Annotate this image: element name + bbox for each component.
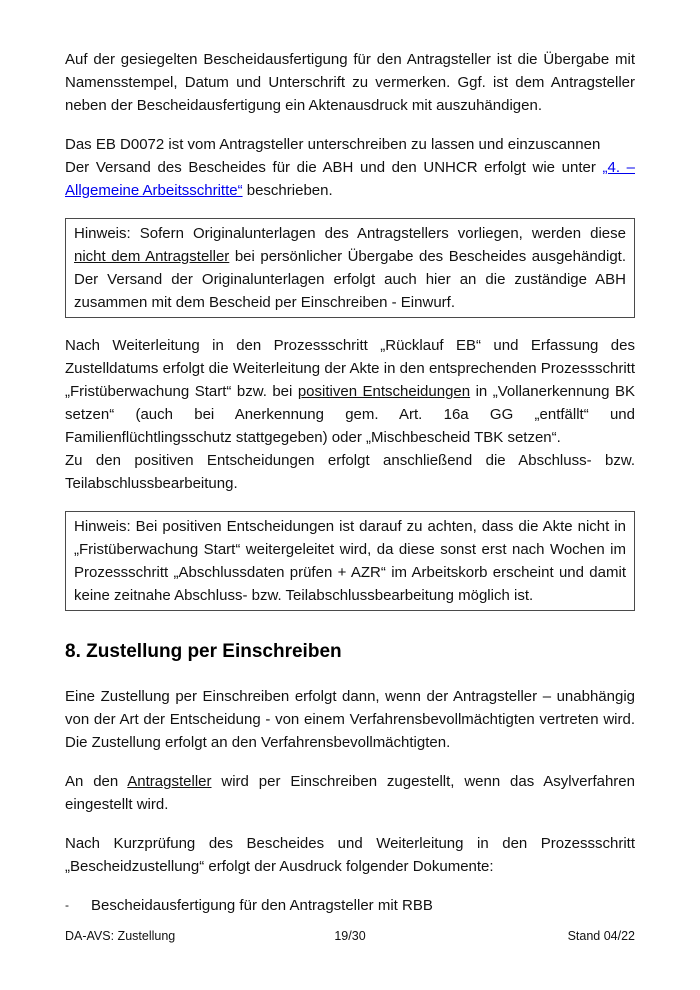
text-segment: Hinweis: Sofern Originalunterlagen des Antragstellers vorliegen, werden diese: [74, 225, 626, 242]
link-allgemeine-arbeitsschritte[interactable]: „4. – Allgemeine Arbeitsschritte“: [65, 159, 635, 199]
paragraph-zustellung-einschreiben: [65, 685, 635, 754]
underlined-text: Antragsteller: [127, 773, 212, 790]
text-segment: wird per Einschreiben zugestellt, wenn das Asylverfahren eingestellt wird.: [65, 773, 635, 813]
section-heading: 8. Zustellung per Einschreiben: [65, 641, 342, 662]
list-item: [65, 894, 635, 917]
footer-version-stand: Stand 04/22: [567, 929, 635, 943]
paragraph-antragsteller-einschreiben: [65, 770, 635, 816]
text-segment: Nach Kurzprüfung des Bescheides und Weiterleitung in den Prozessschritt „Bescheidzustellung“ erfolgt der Ausdruck folgender Dokumente:: [65, 835, 635, 875]
hinweis-box-positive-entscheidungen: [65, 511, 635, 611]
text-segment: Das EB D0072 ist vom Antragsteller unterschreiben zu lassen und einzuscannen: [65, 136, 601, 153]
underlined-text: nicht dem Antragsteller: [74, 248, 230, 265]
list-item-text: Bescheidausfertigung für den Antragsteller mit RBB: [91, 897, 433, 914]
paragraph-weiterleitung: [65, 334, 635, 495]
text-segment: in „Vollanerkennung BK setzen“ (auch bei Anerkennung gem. Art. 16a GG „entfällt“ und Familienflüchtlingsschutz stattgegeben) oder „Mischbescheid TBK setzen“.: [65, 383, 635, 446]
footer-page-number: 19/30: [334, 929, 366, 943]
text-segment: An den: [65, 773, 128, 790]
page-footer: [65, 929, 635, 944]
hinweis-box-originalunterlagen: [65, 218, 635, 318]
text-segment: bei persönlicher Übergabe des Bescheides ausgehändigt. Der Versand der Originalunterlagen erfolgt auch hier an die zuständige ABH zusammen mit dem Bescheid per Einschreiben - Einwurf.: [74, 248, 627, 311]
footer-document-title: DA-AVS: Zustellung: [65, 929, 176, 943]
underlined-text: positiven Entscheidungen: [297, 383, 471, 400]
text-segment: beschrieben.: [242, 182, 333, 199]
text-segment: Hinweis: Bei positiven Entscheidungen ist darauf zu achten, dass die Akte nicht in „Fristüberwachung Start“ weitergeleitet wird, da diese sonst erst nach Wochen im Prozessschritt „Abschlussdaten prüfen + AZR“ im Arbeitskorb erscheint und damit keine zeitnahe Abschluss- bzw. Teilabschlussbearbeitung möglich ist.: [74, 518, 626, 604]
bullet-dash-icon: -: [65, 898, 69, 912]
text-segment: Zu den positiven Entscheidungen erfolgt anschließend die Abschluss- bzw. Teilabschlussbearbeitung.: [65, 452, 635, 492]
text-segment: Auf der gesiegelten Bescheidausfertigung für den Antragsteller ist die Übergabe mit Namensstempel, Datum und Unterschrift zu vermerken. Ggf. ist dem Antragsteller neben der Bescheidausfertigung ein Aktenausdruck mit auszuhändigen.: [65, 51, 635, 114]
paragraph-uebergabe: [65, 48, 635, 117]
text-segment: Der Versand des Bescheides für die ABH und den UNHCR erfolgt wie unter: [65, 159, 603, 176]
text-segment: Eine Zustellung per Einschreiben erfolgt dann, wenn der Antragsteller – unabhängig von der Art der Entscheidung - von einem Verfahrensbevollmächtigten vertreten wird. Die Zustellung erfolgt an den Verfahrensbevollmächtigten.: [65, 688, 635, 751]
paragraph-kurzpruefung: [65, 832, 635, 878]
text-segment: Nach Weiterleitung in den Prozessschritt „Rücklauf EB“ und Erfassung des Zustelldatums erfolgt die Weiterleitung der Akte in den entsprechenden Prozessschritt „Fristüberwachung Start“ bzw. bei: [65, 337, 635, 400]
paragraph-eb-d0072: [65, 133, 635, 202]
